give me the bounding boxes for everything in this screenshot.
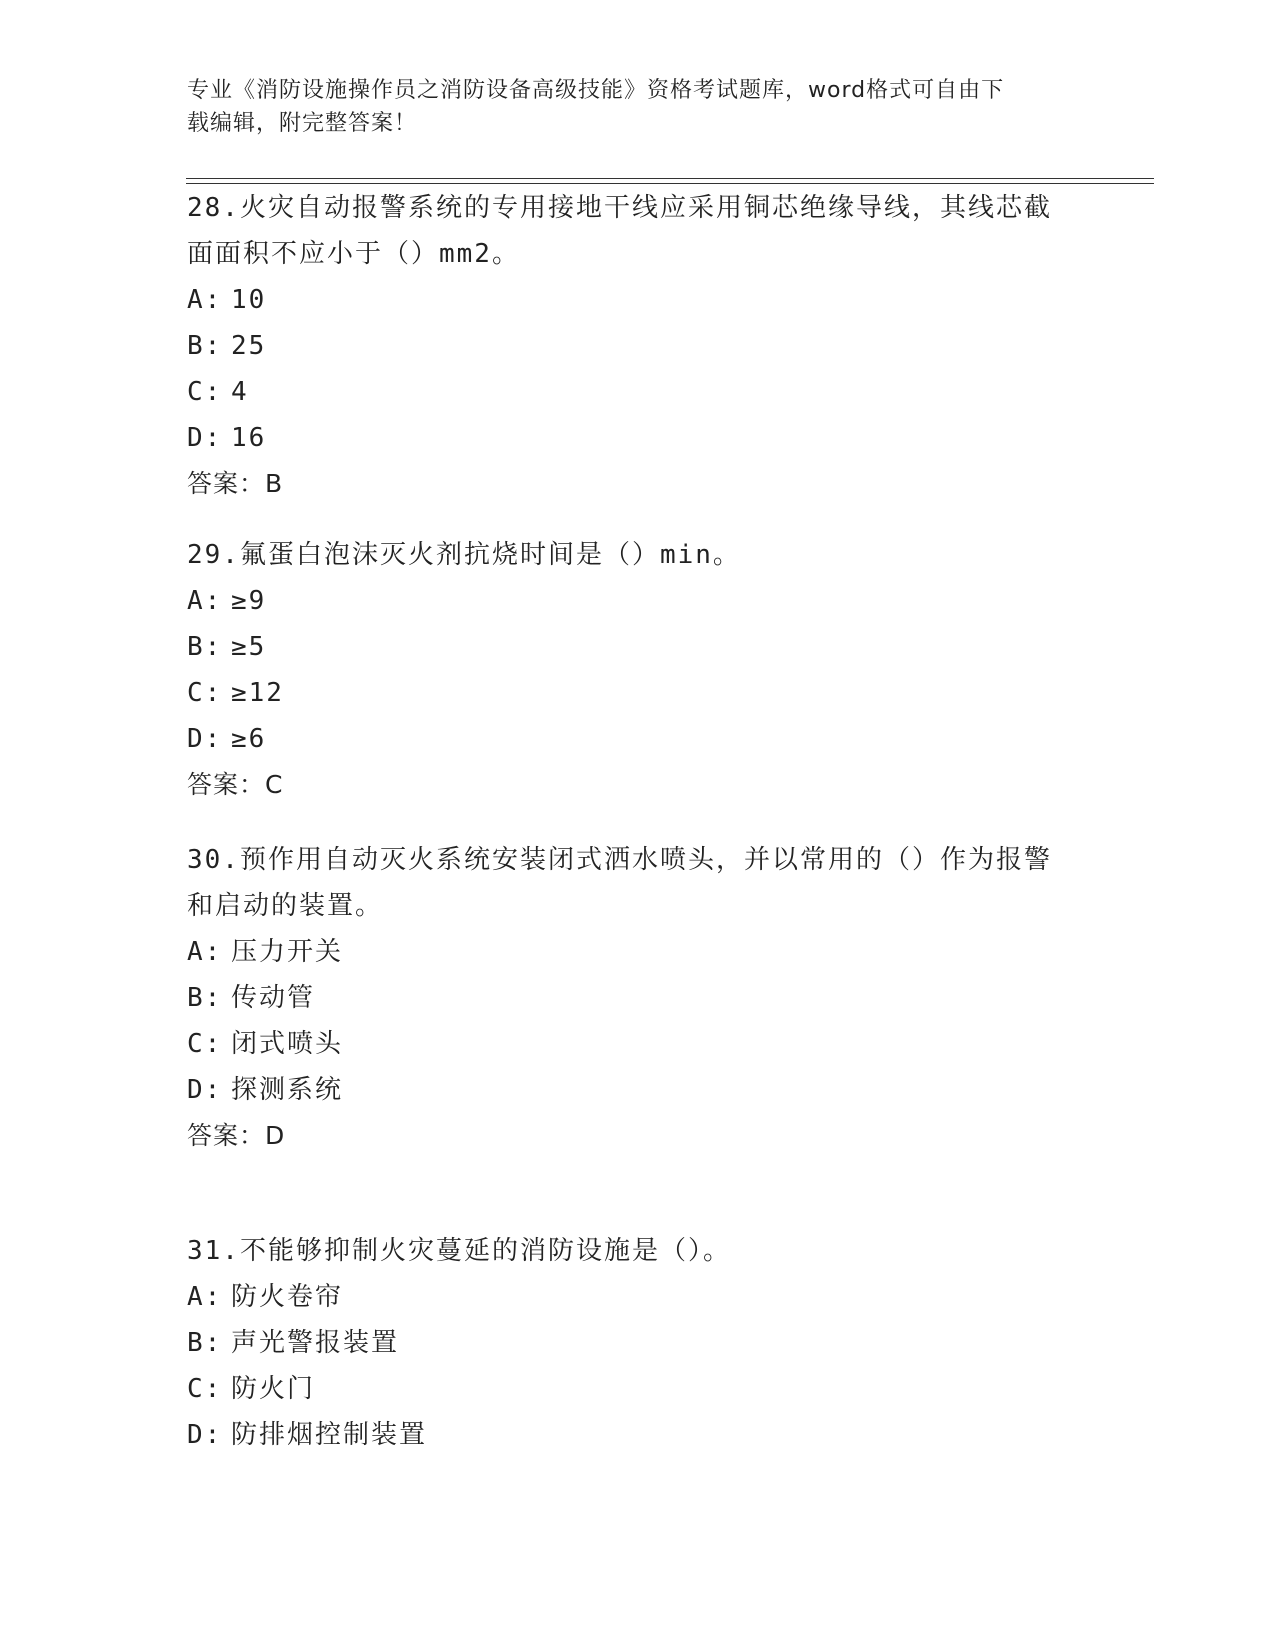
option-key: B: xyxy=(187,331,223,361)
header-line-2: 载编辑，附完整答案！ xyxy=(187,111,418,136)
option-key: B: xyxy=(187,983,223,1013)
option-c xyxy=(187,670,1087,716)
option-b xyxy=(187,975,1087,1021)
option-b xyxy=(187,323,1087,369)
option-key: A: xyxy=(187,937,223,967)
answer-line: 答案：B xyxy=(187,469,284,498)
option-key: C: xyxy=(187,377,223,407)
option-a xyxy=(187,1274,1087,1320)
option-key: A: xyxy=(187,1282,223,1312)
option-key: D: xyxy=(187,1075,223,1105)
option-text: 防排烟控制装置 xyxy=(231,1420,428,1450)
option-d xyxy=(187,1412,1087,1458)
option-text: 4 xyxy=(231,377,249,407)
question-stem-line: 31.不能够抑制火灾蔓延的消防设施是（）。 xyxy=(187,1236,731,1266)
option-b xyxy=(187,624,1087,670)
option-key: C: xyxy=(187,1374,223,1404)
question-stem-line: 和启动的装置。 xyxy=(187,891,384,921)
option-key: A: xyxy=(187,586,223,616)
option-text: ≥12 xyxy=(231,678,284,708)
option-text: ≥6 xyxy=(231,724,267,754)
option-c xyxy=(187,1021,1087,1067)
option-text: ≥5 xyxy=(231,632,267,662)
option-key: A: xyxy=(187,285,223,315)
option-a xyxy=(187,578,1087,624)
header-line-1: 专业《消防设施操作员之消防设备高级技能》资格考试题库，word格式可自由下 xyxy=(187,78,1005,103)
question-stem-line: 30.预作用自动灭火系统安装闭式洒水喷头，并以常用的（）作为报警 xyxy=(187,845,1052,875)
option-text: 16 xyxy=(231,423,267,453)
option-key: B: xyxy=(187,632,223,662)
option-text: 传动管 xyxy=(231,983,316,1013)
option-text: 压力开关 xyxy=(231,937,344,967)
option-text: 声光警报装置 xyxy=(231,1328,400,1358)
option-key: D: xyxy=(187,724,223,754)
option-text: 探测系统 xyxy=(231,1075,344,1105)
option-key: D: xyxy=(187,1420,223,1450)
question-stem-line: 面面积不应小于（）mm2。 xyxy=(187,239,520,269)
option-key: C: xyxy=(187,678,223,708)
document-header xyxy=(187,74,1067,140)
question-29 xyxy=(187,532,1087,808)
option-text: 防火卷帘 xyxy=(231,1282,344,1312)
answer-line: 答案：C xyxy=(187,770,284,799)
option-key: B: xyxy=(187,1328,223,1358)
option-text: 闭式喷头 xyxy=(231,1029,344,1059)
question-30 xyxy=(187,837,1087,1159)
option-b xyxy=(187,1320,1087,1366)
option-d xyxy=(187,415,1087,461)
option-c xyxy=(187,369,1087,415)
option-d xyxy=(187,1067,1087,1113)
question-stem-line: 28.火灾自动报警系统的专用接地干线应采用铜芯绝缘导线，其线芯截 xyxy=(187,193,1052,223)
header-divider-top xyxy=(186,178,1154,179)
question-31 xyxy=(187,1228,1087,1458)
option-key: D: xyxy=(187,423,223,453)
option-a xyxy=(187,277,1087,323)
header-divider-bottom xyxy=(186,183,1154,184)
question-28 xyxy=(187,185,1087,507)
option-text: ≥9 xyxy=(231,586,267,616)
option-text: 25 xyxy=(231,331,267,361)
option-text: 10 xyxy=(231,285,267,315)
answer-line: 答案：D xyxy=(187,1121,286,1150)
option-c xyxy=(187,1366,1087,1412)
option-a xyxy=(187,929,1087,975)
option-d xyxy=(187,716,1087,762)
question-stem-line: 29.氟蛋白泡沫灭火剂抗烧时间是（）min。 xyxy=(187,540,741,570)
option-key: C: xyxy=(187,1029,223,1059)
option-text: 防火门 xyxy=(231,1374,316,1404)
